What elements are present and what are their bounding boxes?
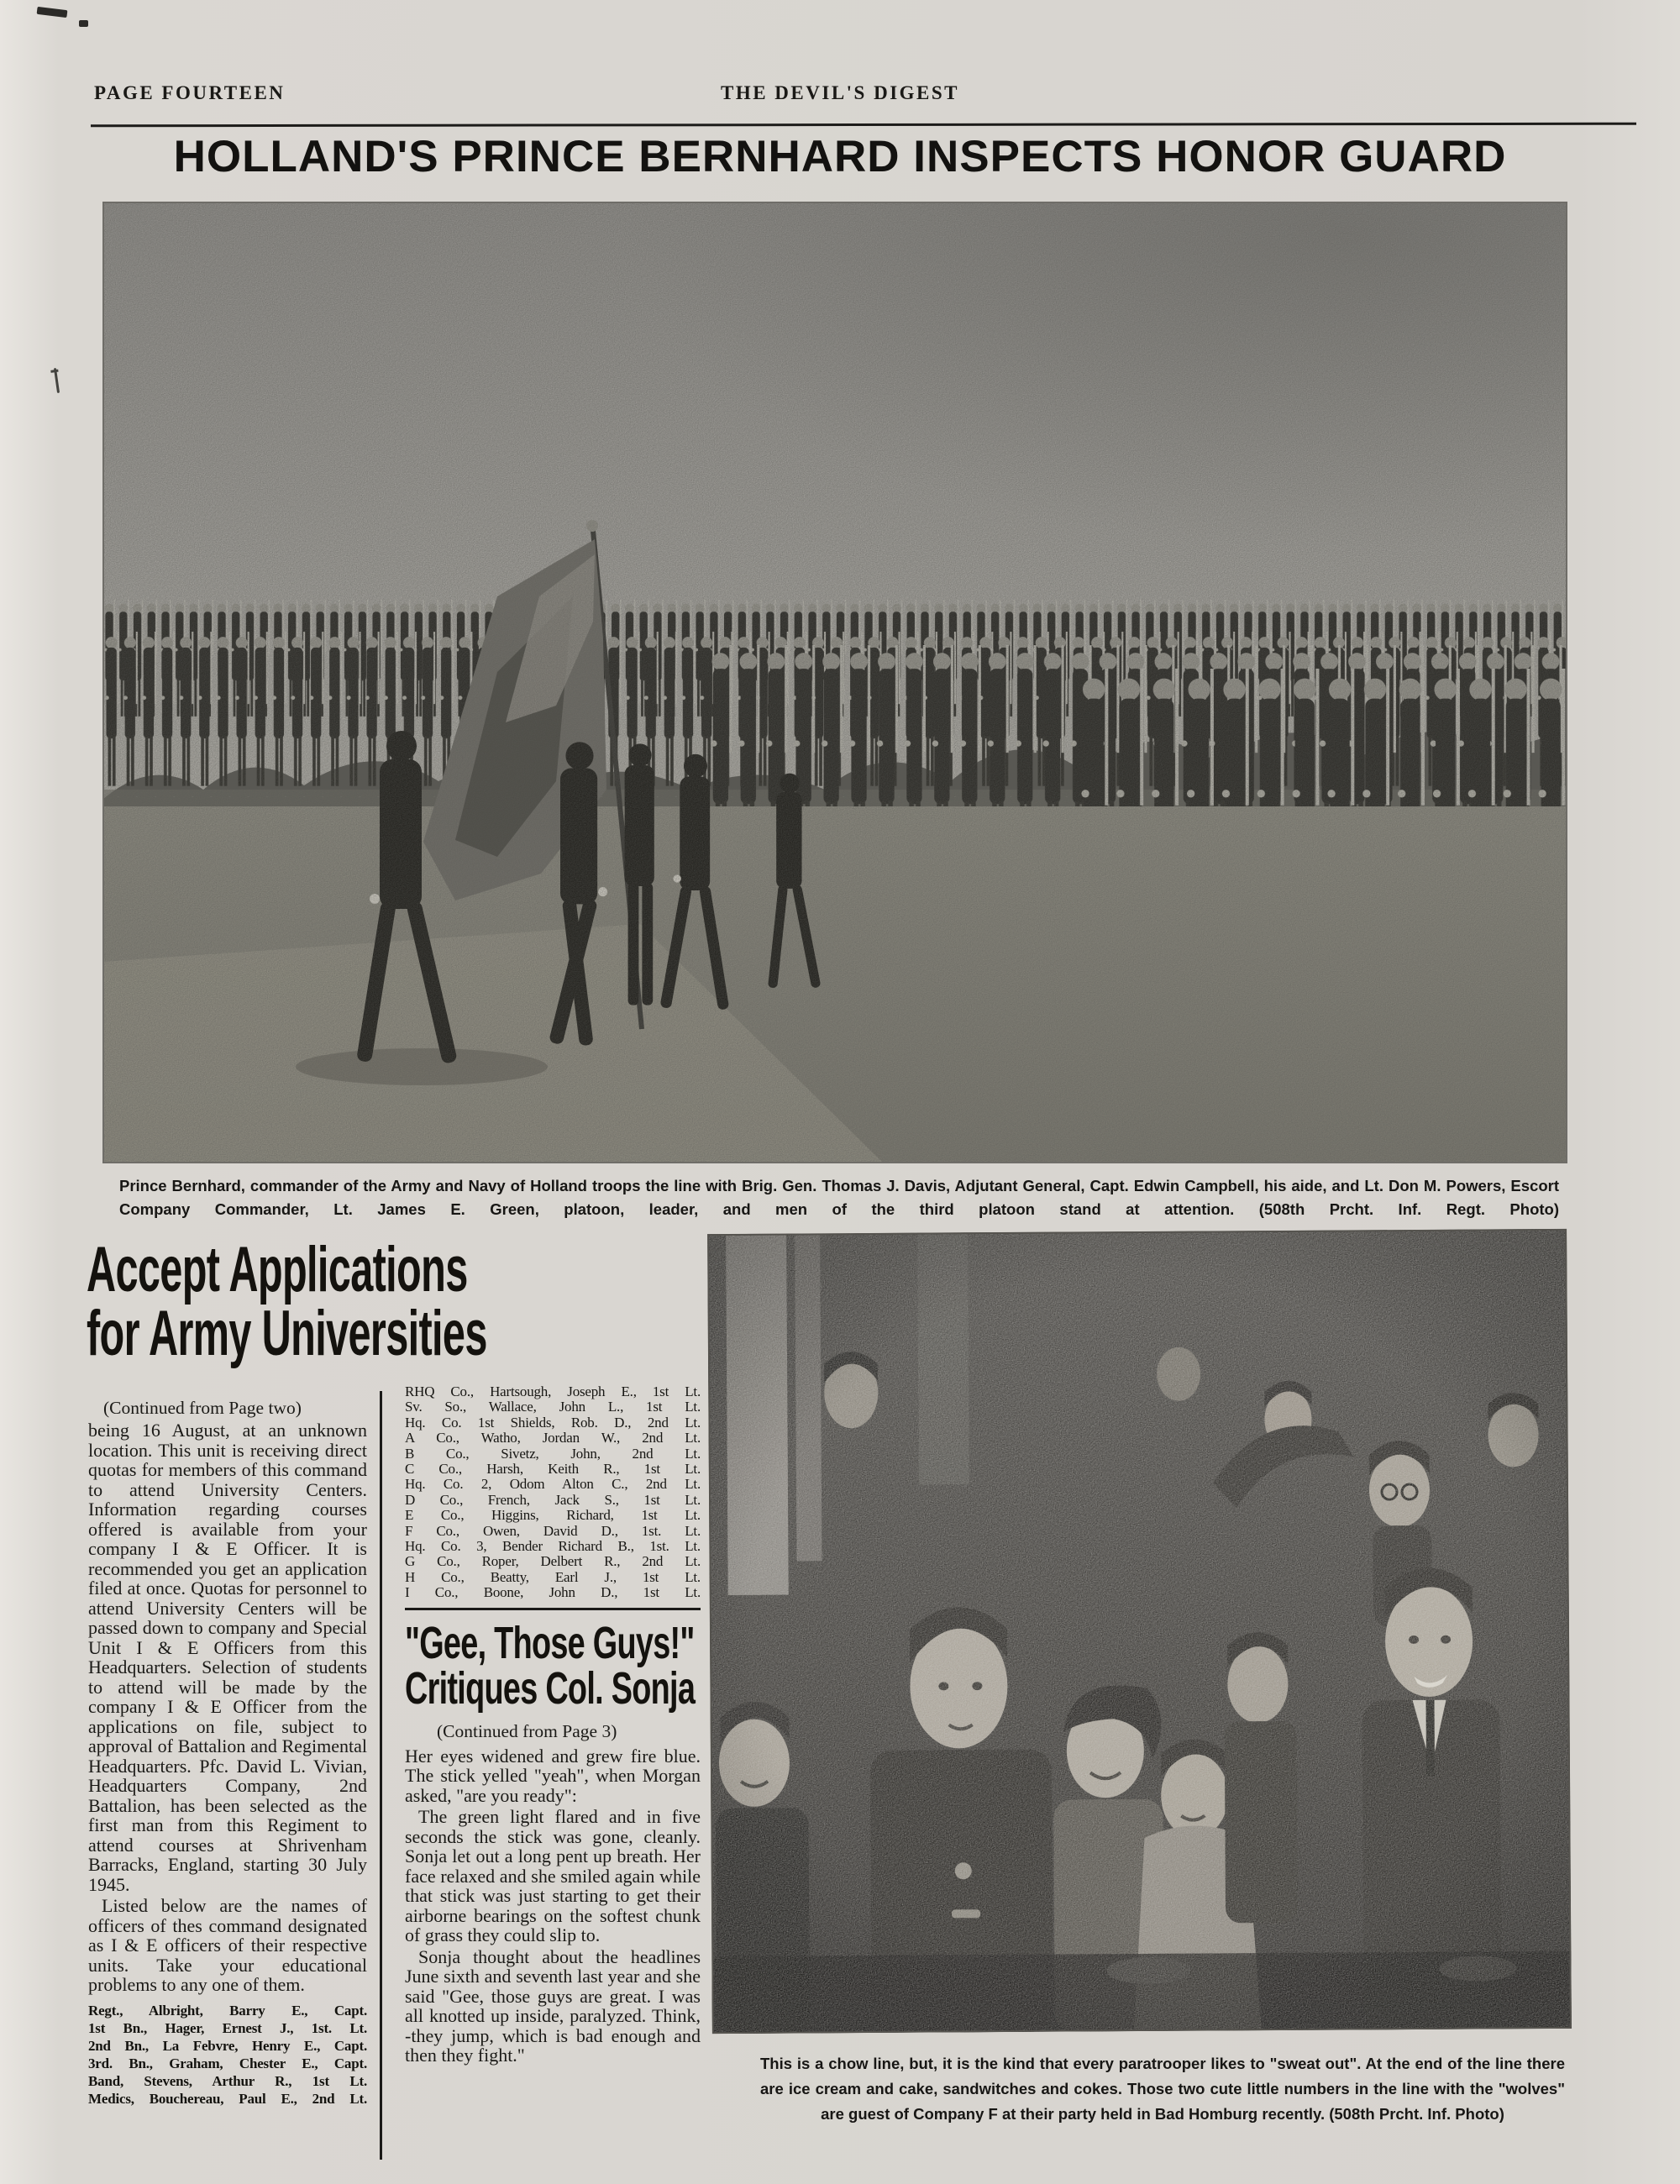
roster-line: G Co., Roper, Delbert R., 2nd Lt. bbox=[405, 1553, 701, 1570]
honor-guard-photo-art bbox=[102, 202, 1567, 1163]
margin-pen-mark bbox=[54, 368, 60, 393]
roster-line: B Co., Sivetz, John, 2nd Lt. bbox=[405, 1445, 701, 1462]
roster-line: Sv. So., Wallace, John L., 1st Lt. bbox=[405, 1399, 701, 1415]
article2-title-line2: Critiques Col. Sonja bbox=[405, 1662, 696, 1714]
roster-line: A Co., Watho, Jordan W., 2nd Lt. bbox=[405, 1430, 701, 1446]
scan-speck bbox=[37, 7, 68, 18]
roster-line: E Co., Higgins, Richard, 1st Lt. bbox=[405, 1507, 701, 1524]
roster-line: Hq. Co. 1st Shields, Rob. D., 2nd Lt. bbox=[405, 1414, 701, 1431]
honor-guard-caption: Prince Bernhard, commander of the Army and Navy of Holland troops the line with Brig. Gen. Thomas J. Davis, Adjutant General, Capt. Edwin Campbell, his aide, and Lt. Don M. Powers, Escort Company Commander, Lt. James E. Green, platoon, leader, and men of the third platoon stand at attention. (508th Prcht. Inf. Regt. Photo) bbox=[119, 1177, 1559, 1218]
officer-list bbox=[88, 2002, 367, 2108]
scan-speck bbox=[79, 20, 88, 27]
officer-line: Band, Stevens, Arthur R., 1st Lt. bbox=[88, 2072, 367, 2089]
roster-line: I Co., Boone, John D., 1st Lt. bbox=[405, 1584, 701, 1601]
officer-line: Regt., Albright, Barry E., Capt. bbox=[88, 2002, 367, 2019]
chow-line-photo bbox=[707, 1229, 1572, 2034]
article2-paragraph-2: The green light flared and in five seconds the stick was gone, cleanly. Sonja let out a long pent up breath. Her face relaxed and she smiled again while that stick was just starting to get their airborne bearings on the softest chunk of grass they could slip to. bbox=[405, 1806, 701, 1946]
article2-continued: (Continued from Page 3) bbox=[437, 1720, 617, 1741]
roster-line: Hq. Co. 3, Bender Richard B., 1st. Lt. bbox=[405, 1538, 701, 1555]
middle-column bbox=[405, 1384, 701, 2066]
roster-line: RHQ Co., Hartsough, Joseph E., 1st Lt. bbox=[405, 1383, 701, 1399]
roster-line: C Co., Harsh, Keith R., 1st Lt. bbox=[405, 1461, 701, 1478]
roster-line: F Co., Owen, David D., 1st. Lt. bbox=[405, 1522, 701, 1539]
article1-title-line1: Accept Applications bbox=[87, 1234, 468, 1305]
officer-line: Medics, Bouchereau, Paul E., 2nd Lt. bbox=[88, 2090, 367, 2107]
masthead-title: THE DEVIL'S DIGEST bbox=[720, 82, 960, 103]
officer-line: 2nd Bn., La Febvre, Henry E., Capt. bbox=[88, 2037, 367, 2054]
banner-headline: HOLLAND'S PRINCE BERNHARD INSPECTS HONOR GUARD bbox=[173, 132, 1507, 181]
article1-paragraph-2: Listed below are the names of officers of thes command designated as I & E officers of their respective units. Take your educational problems to any one of them. bbox=[88, 1895, 367, 1995]
article1-paragraph-1: being 16 August, at an unknown location. This unit is receiving direct quotas for members of this command to attend University Centers. Information regarding courses offered is available from your company I & E Officer. It is recommended you get an application filed at once. Quotas for personnel to attend University Centers will be passed down to company and Special Unit I & E Officers from this Headquarters. Selection of students to attend will be made by the company I & E Officer from the applications on file, subject to approval of Battalion and Regimental Headquarters. Pfc. David L. Vivian, Headquarters Company, 2nd Battalion, has been selected as the first man from this Regiment to attend courses at Shrivenham Barracks, England, starting 30 July 1945. bbox=[88, 1420, 367, 1895]
grain-overlay bbox=[707, 1229, 1572, 2034]
ie-officer-roster bbox=[405, 1384, 701, 1601]
masthead bbox=[0, 82, 1680, 104]
article2-paragraph-3: Sonja thought about the headlines June sixth and seventh last year and she said "Gee, those guys are great. I was all knotted up inside, paralyzed. Think, -they jump, which is bad enough and then they fight." bbox=[405, 1945, 701, 2066]
header-rule bbox=[91, 123, 1636, 128]
article1-column bbox=[88, 1398, 367, 2108]
article1-continued: (Continued from Page two) bbox=[103, 1398, 302, 1418]
roster-line: D Co., French, Jack S., 1st Lt. bbox=[405, 1491, 701, 1508]
grain-overlay bbox=[102, 202, 1567, 1163]
honor-guard-photo bbox=[102, 202, 1567, 1163]
officer-line: 1st Bn., Hager, Ernest J., 1st. Lt. bbox=[88, 2019, 367, 2036]
chow-line-photo-art bbox=[707, 1229, 1572, 2034]
column-divider-rule bbox=[380, 1391, 382, 2160]
roster-line: H Co., Beatty, Earl J., 1st Lt. bbox=[405, 1568, 701, 1585]
page-number-label: PAGE FOURTEEN bbox=[94, 82, 286, 103]
article2-paragraph-1: Her eyes widened and grew fire blue. The stick yelled "yeah", when Morgan asked, "are you ready": bbox=[405, 1745, 701, 1806]
article2-title-line1: "Gee, Those Guys!" bbox=[405, 1617, 695, 1668]
officer-line: 3rd. Bn., Graham, Chester E., Capt. bbox=[88, 2055, 367, 2071]
chow-line-caption: This is a chow line, but, it is the kind that every paratrooper likes to "sweat out". At the end of the line there are ice cream and cake, sandwitches and cokes. Those two cute little numbers in the line with the "wolves" are guest of Company F at their party held in Bad Homburg recently. (508th Prcht. Inf. Photo) bbox=[760, 2055, 1565, 2123]
roster-line: Hq. Co. 2, Odom Alton C., 2nd Lt. bbox=[405, 1476, 701, 1493]
article1-title-line2: for Army Universities bbox=[87, 1298, 487, 1369]
section-divider-rule bbox=[405, 1608, 701, 1610]
